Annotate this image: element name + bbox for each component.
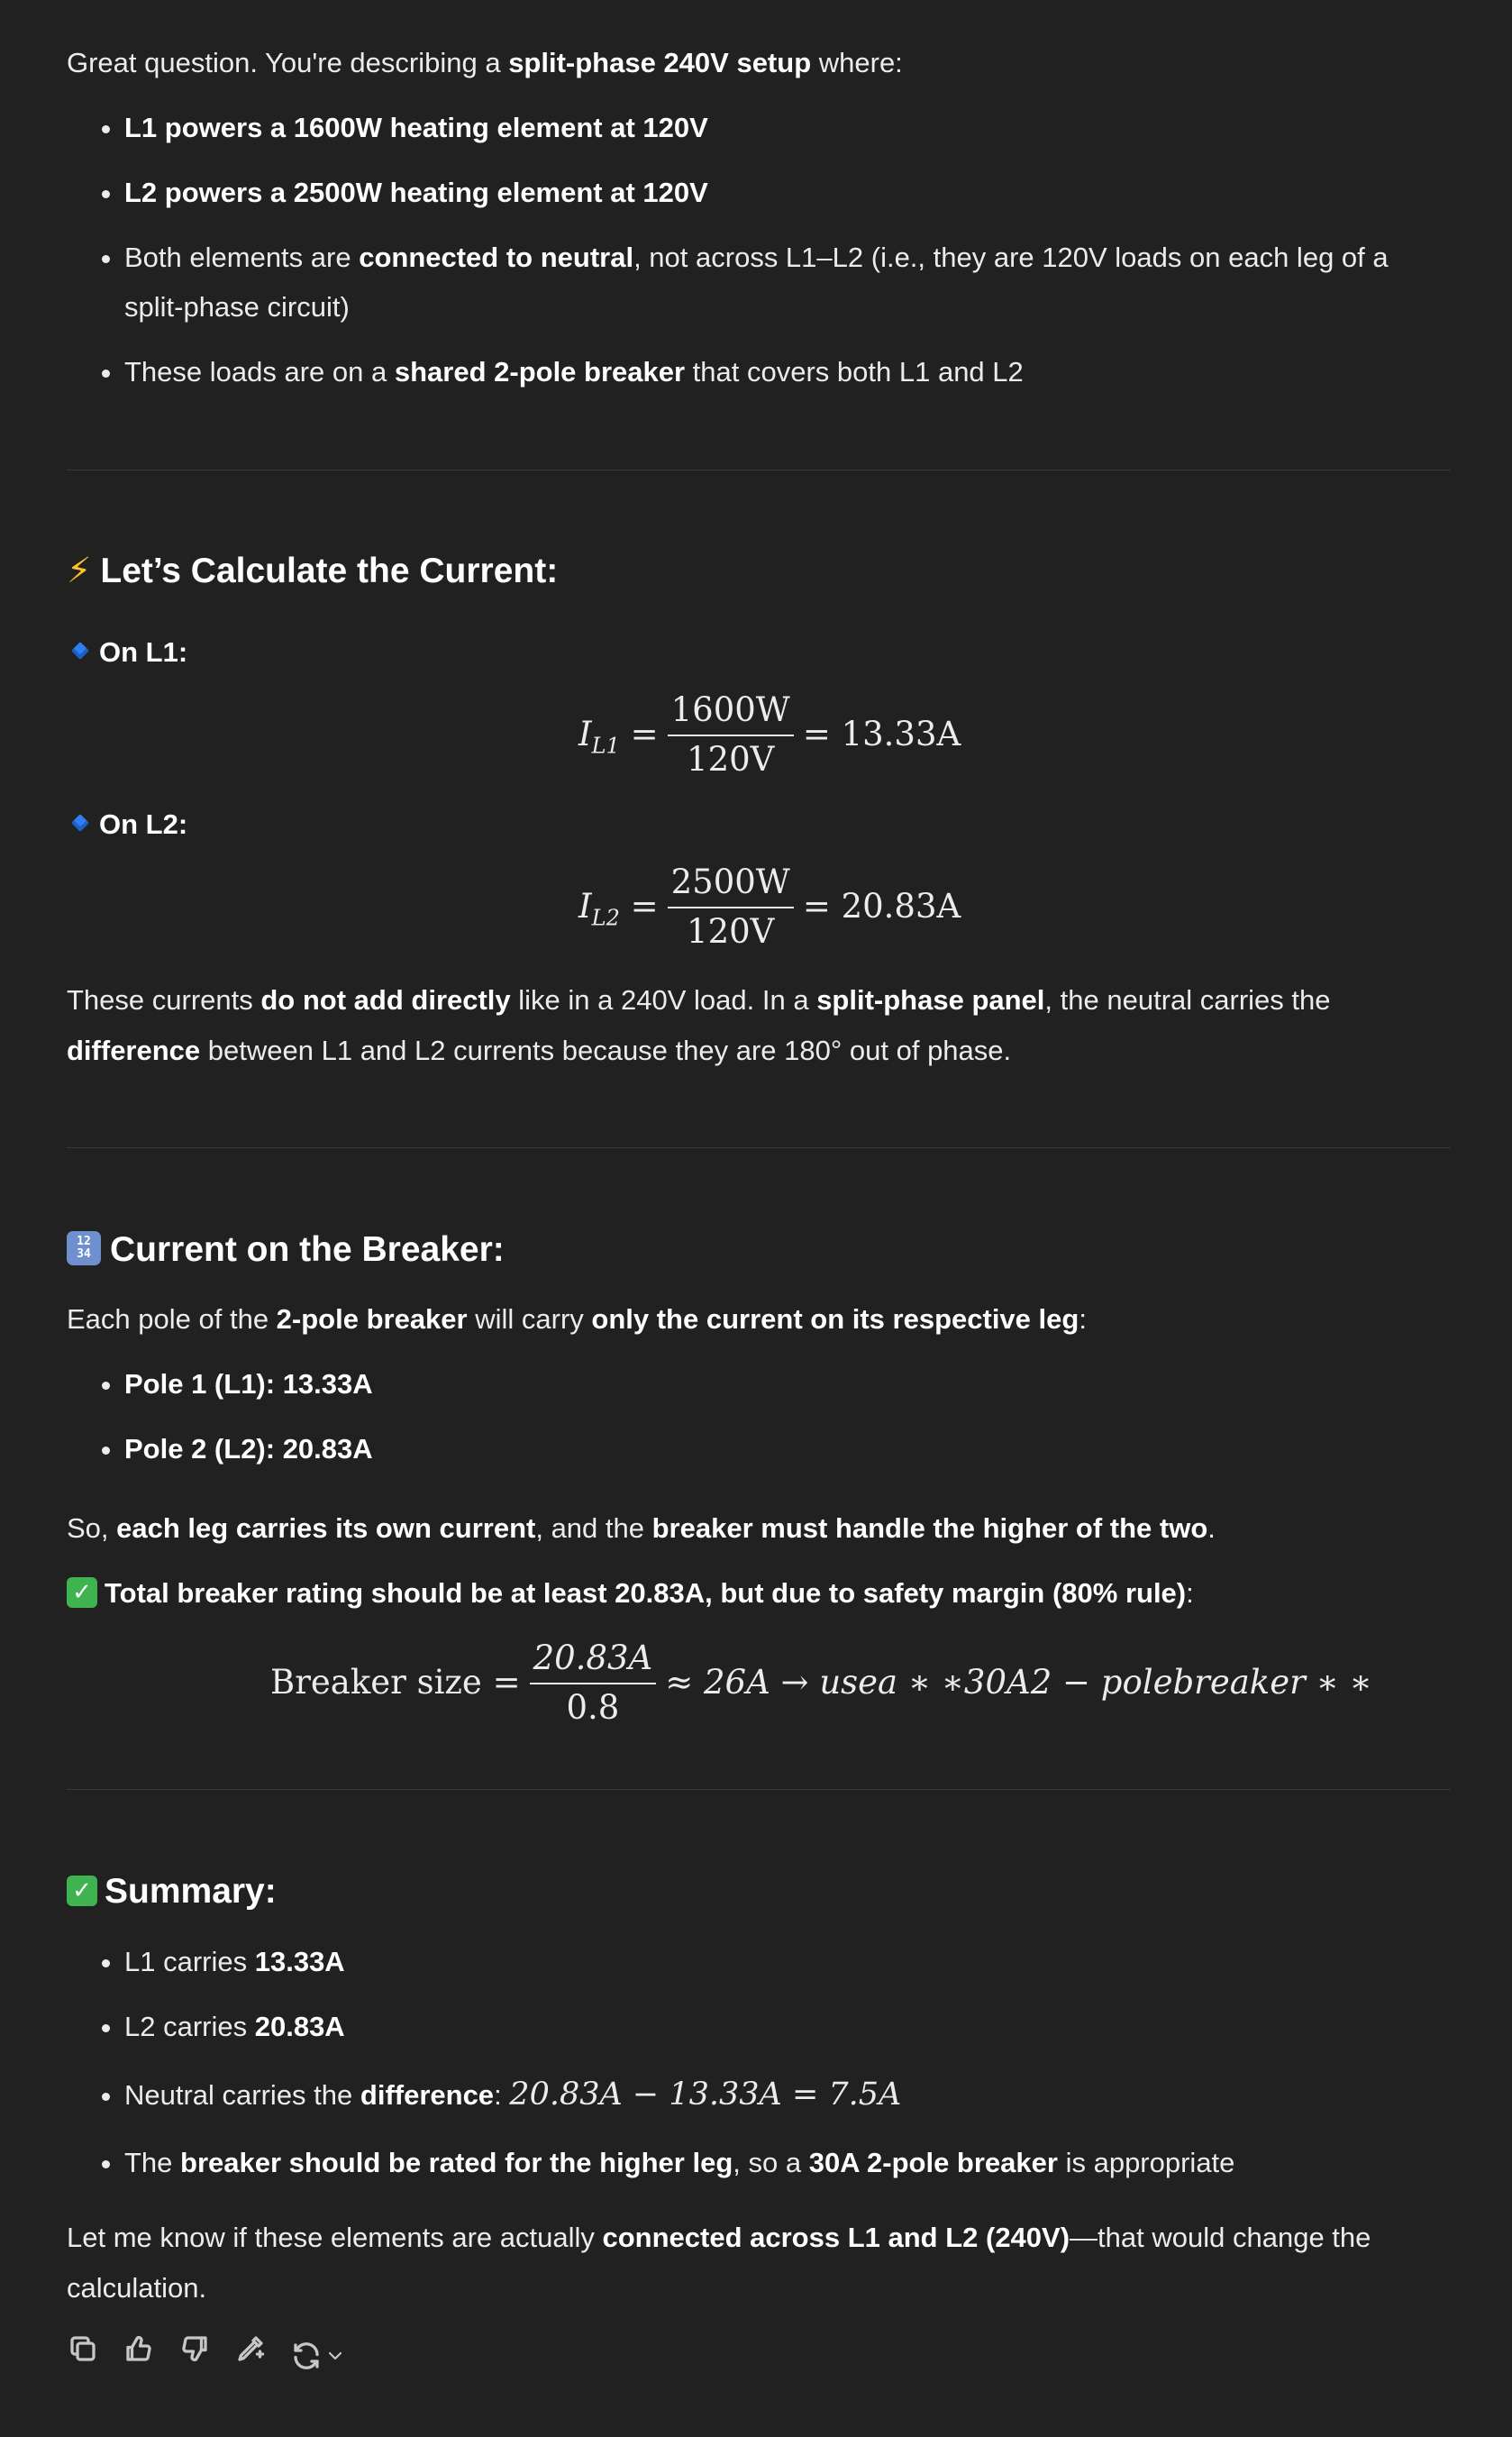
regenerate-button[interactable] <box>290 2340 346 2372</box>
thumbs-down-button[interactable] <box>178 2331 211 2381</box>
thumbs-up-button[interactable] <box>123 2331 155 2381</box>
blue-diamond-icon <box>71 642 89 660</box>
closing-paragraph: Let me know if these elements are actually connected across L1 and L2 (240V)—that would change the calculation. <box>67 2222 1371 2304</box>
thumbs-up-icon <box>123 2332 155 2365</box>
list-item: • L1 powers a 1600W heating element at 120V <box>124 103 1451 153</box>
equation-breaker-size: Breaker size = $\frac{20.83A}{0.8}$ ≈ 26A → usea ∗ ∗30A2 − polebreaker ∗ ∗ <box>270 1638 1372 1727</box>
equation-l2: $I_{L2}$ = $\frac{2500W}{120V}$ = 20.83A <box>578 863 961 951</box>
fraction: $\frac{2500W}{120V}$ <box>668 864 794 950</box>
intro-paragraph: Great question. You're describing a split-phase 240V setup where: <box>67 47 903 78</box>
numbers-icon: 12 34 <box>67 1231 101 1265</box>
fraction: $\frac{20.83A}{0.8}$ <box>530 1640 657 1726</box>
summary-list <box>67 1937 1451 2202</box>
pole-paragraph: Each pole of the 2-pole breaker will carry only the current on its respective leg: <box>67 1303 1087 1335</box>
edit-canvas-button[interactable] <box>234 2331 267 2381</box>
section-heading-calculate: ⚡ Let’s Calculate the Current: <box>67 552 559 590</box>
subheading-l2: On L2: <box>67 799 187 850</box>
list-item: • Neutral carries the difference: 20.83A − 13.33A = 7.5A <box>124 2067 1451 2123</box>
list-item: • These loads are on a shared 2-pole breaker that covers both L1 and L2 <box>124 347 1451 397</box>
list-item: • L2 powers a 2500W heating element at 120V <box>124 168 1451 218</box>
thumbs-down-icon <box>178 2332 211 2365</box>
lightning-icon: ⚡ <box>67 552 92 590</box>
blue-diamond-icon <box>71 814 89 832</box>
list-item: • The breaker should be rated for the higher leg, so a 30A 2-pole breaker is appropriate <box>124 2138 1451 2188</box>
chevron-down-icon <box>324 2345 346 2367</box>
equation-l1: $I_{L1}$ = $\frac{1600W}{120V}$ = 13.33A <box>578 690 961 779</box>
message-actions <box>67 2331 346 2381</box>
subheading-l1: On L1: <box>67 627 187 678</box>
check-icon: ✓ <box>67 1876 97 1906</box>
refresh-icon <box>290 2340 323 2372</box>
setup-list <box>67 103 1451 412</box>
list-item: • Pole 1 (L1): 13.33A <box>124 1359 1451 1410</box>
copy-icon <box>67 2332 99 2365</box>
pen-sparkle-icon <box>234 2332 267 2365</box>
list-item: • L1 carries 13.33A <box>124 1937 1451 1987</box>
so-paragraph: So, each leg carries its own current, and the breaker must handle the higher of the two. <box>67 1512 1216 1544</box>
divider <box>67 1789 1451 1790</box>
total-rating-paragraph: ✓ Total breaker rating should be at least 20.83A, but due to safety margin (80% rule): <box>67 1568 1194 1619</box>
section-heading-summary: ✓ Summary: <box>67 1869 277 1915</box>
list-item: • Both elements are connected to neutral, not across L1–L2 (i.e., they are 120V loads on each leg of a split-phase circuit) <box>124 233 1451 333</box>
phase-paragraph: These currents do not add directly like in a 240V load. In a split-phase panel, the neutral carries the difference between L1 and L2 currents because they are 180° out of phase. <box>67 984 1331 1066</box>
divider <box>67 1147 1451 1148</box>
list-item: • L2 carries 20.83A <box>124 2002 1451 2052</box>
check-icon: ✓ <box>67 1577 97 1608</box>
pole-list <box>67 1359 1451 1489</box>
section-heading-breaker: 12 34 Current on the Breaker: <box>67 1228 505 1273</box>
fraction: $\frac{1600W}{120V}$ <box>668 692 794 778</box>
copy-button[interactable] <box>67 2331 99 2381</box>
list-item: • Pole 2 (L2): 20.83A <box>124 1424 1451 1474</box>
